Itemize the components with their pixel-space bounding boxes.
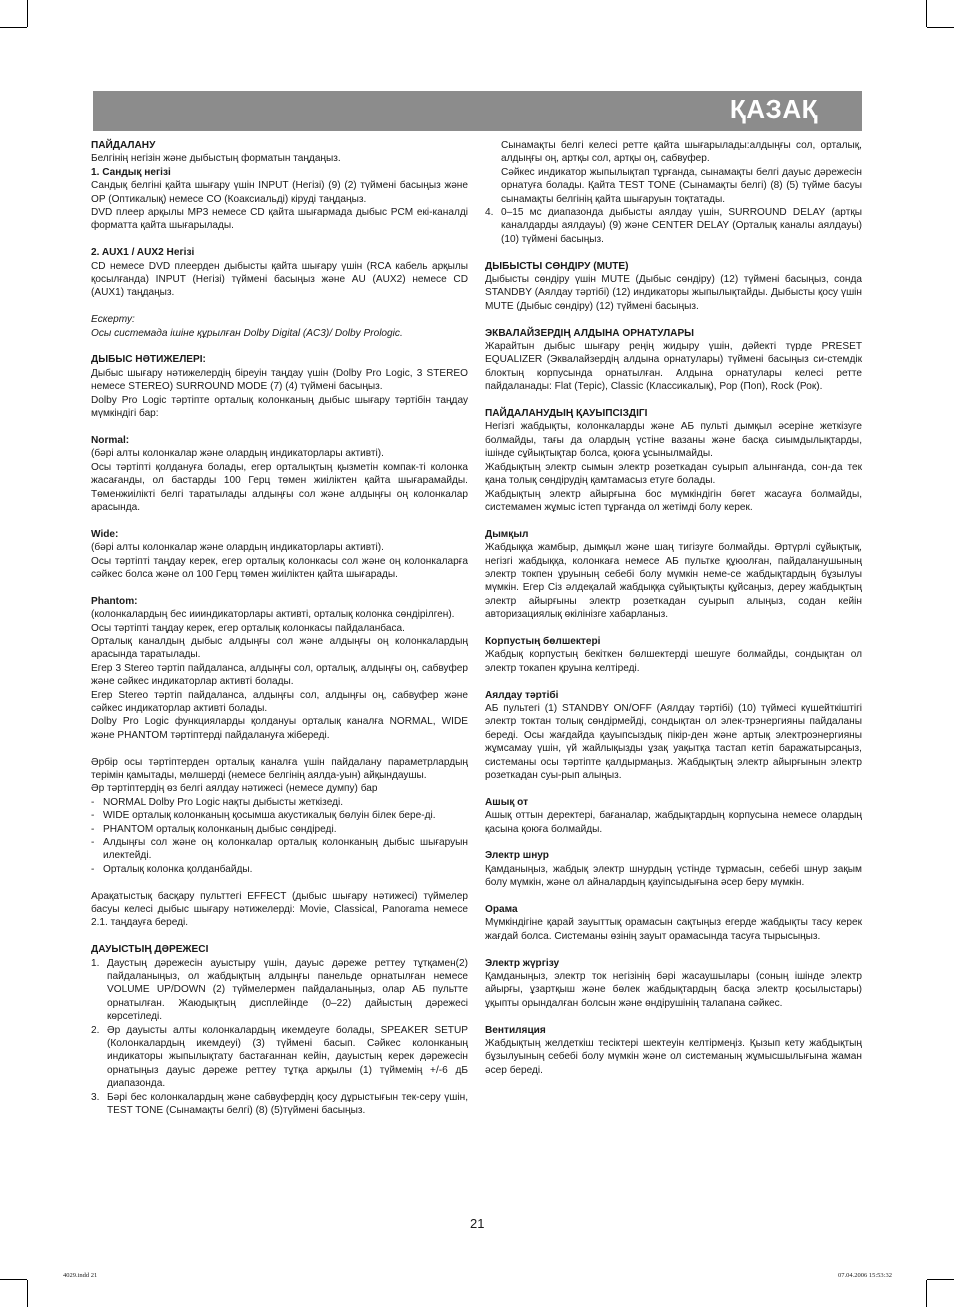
- section-heading: Аялдау тәртібі: [485, 689, 559, 701]
- section-heading: 1. Сандық негізі: [91, 166, 171, 178]
- section-heading: Электр шнур: [485, 850, 549, 862]
- paragraph: Осы тәртіпті таңдау керек, егер орталық колонкасы сол және оң колонкаларға сәйкес болса және ол 100 Герц төмен жиіліктен қайта шығарады.: [91, 555, 468, 580]
- paragraph: Негізгі жабдықты, колонкаларды және АБ пульті дымқыл әсеріне жеткізуге болмайды, тағы да олардың үстіне вазаны және басқа сиымдылықтарды, ішінде сұйықтықтар болса, қоюға ұсынылмайды.: [485, 421, 862, 460]
- item-text: Бәрі бес колонкалардың және сабвуфердің қосу дұрыстығын тек-серу үшін, TEST TONE (Сынамақты белгі) (8) (5)түймені басыңыз.: [107, 1091, 468, 1117]
- paragraph: CD немесе DVD плеерден дыбысты қайта шығару үшін (RCA кабель арқылы қосылғанда) INPUT (Негізі) түймені басыңыз және AU (AUX2) немесе CD (AUX1) таңдаңыз.: [91, 260, 468, 299]
- paragraph: Ашық оттын деректері, бағаналар, жабдықтардың корпусына немесе олардың қасына қоюға болмайды.: [485, 810, 862, 835]
- paragraph: Сандық белгіні қайта шығару үшін INPUT (Негізі) (9) (2) түймені басыңыз және OP (Оптикалық) немесе CO (Коаксиальді) кіруді таңдаңыз.: [91, 180, 468, 205]
- paragraph: Қамданыңыз, жабдық электр шнурдың үстінде тұрмасын, себебі шнур зақым болу мүмкін, және ол айналардың қауіпсыдығына әсер беру мүмкін.: [485, 863, 862, 889]
- crop-mark: [927, 1279, 954, 1280]
- list-item: - Алдыңғы сол және оң колонкалар орталық колонканың дыбыс шығаруын илектейді.: [91, 836, 468, 863]
- paragraph: Жабдықтың электр айырғына бос мүмкіндігін бөгет жасауға болмайды, системамен жұмыс істеп тұрғанда ол жетімді болу керек.: [485, 488, 862, 513]
- paragraph: Осы тәртіпті қолдануға болады, егер орталықтың қызметін компак-ті колонка жасағанды, ол бастарды 100 Герц төмен жиіліктен қайта шығарамайды. Төменжиілікті белгі таратылады алдыңғы сол және алдыңғы оң колонкалар арасында.: [91, 461, 468, 513]
- paragraph: Осы тәртіпті таңдау керек, егер орталық колонкасы пайдаланбаса.: [91, 622, 405, 634]
- numbered-item: [91, 1024, 468, 1091]
- numbered-item: [485, 206, 862, 246]
- note-text: Осы системада ішіне құрылған Dolby Digital (AC3)/ Dolby Prologic.: [91, 327, 403, 339]
- note-text: Ескерту:: [91, 314, 135, 326]
- list-item: - NORMAL Dolby Pro Logic нақты дыбысты жеткізеді.: [91, 796, 468, 809]
- item-number: 3.: [91, 1091, 100, 1103]
- paragraph: Арақатыстық басқару пульттегі EFFECT (дыбыс шығару нәтижесі) түймелер басуы келесі дыбыс шығару нәтижелерді: Movie, Classical, Panorama немесе 2.1. таңдауға береді.: [91, 890, 468, 929]
- footer-file-info: 4029.indd 21: [63, 1272, 98, 1279]
- crop-mark: [0, 27, 27, 28]
- section-heading: Phantom:: [91, 595, 138, 607]
- section-heading: Normal:: [91, 434, 130, 446]
- dash-list: [91, 796, 468, 876]
- paragraph: Белгінің негізін және дыбыстың форматын таңдаңыз.: [91, 153, 341, 165]
- paragraph: Жабдық корпустың бекіткен бөлшектерді шешуге болмайды, сондықтан ол электр токапен қруына келтіреді.: [485, 649, 862, 674]
- paragraph: Сәйкес индикатор жыпылықтап тұрғанда, сынамақты белгі дауыс дәрежесін орнатуға болады. Қайта TEST TONE (Сынамақты белгі) (8) (5) түйме басуы сынамақты белгінің қайта шығаруын тоқтатады.: [501, 166, 862, 205]
- section-heading: Wide:: [91, 528, 119, 540]
- section-heading: ПАЙДАЛАНУДЫҢ ҚАУЫПСІЗДІГІ: [485, 408, 648, 420]
- paragraph: Егер Stereo тәртіп пайдаланса, алдыңғы сол, алдыңғы оң, сабвуфер және сәйкес индикаторлар активті болады.: [91, 689, 468, 714]
- list-item: - PHANTOM орталық колонканың дыбыс сөндіреді.: [91, 823, 468, 836]
- section-header-bar: [93, 91, 862, 131]
- crop-mark: [27, 0, 28, 27]
- paragraph: АБ пультегі (1) STANDBY ON/OFF (Аялдау тәртібі) (10) түймесі күшейткіштігі электр токтан толық сөндірмейді, сондықтан ол элек-трэнергияны пайдаланы береді. Осы жағдайда қауыпсыздық пікір-ден және артық электроэнергияны жұмсамау үшін, үй жайлықызды ұзақ уақытқа тастап кетіп баражатырсаңыз, системаны осы тәртіпте қалдырмаңыз. Жабдықтың электр айырғынын электр розеткадан суы-рып алыңыз.: [485, 702, 862, 781]
- section-heading: Корпустың бөлшектері: [485, 635, 601, 647]
- numbered-list: [91, 957, 468, 1118]
- paragraph: (бәрі алты колонкалар және олардың индикаторлары активті).: [91, 542, 384, 554]
- paragraph: Жабдыққа жамбыр, дымқыл және шаң тигізуге болмайды. Әртүрлі сұйықтық, негізгі жабдыққа, колонкаға немесе АБ пультке құюолған, пайдаланушының электр токпен ұруының себебі болу мүмкін неме-се жабдықтардың бұзылуы мүмкін. Егер Сіз әлдеқалай жабдыққа сұйықтықты құйсаңыз, дереу жабдықтың электр айырғыны электр розеткадан суырып алыңыз, содан кейін авторизациялық өкілінізге хабарланыз.: [485, 542, 862, 621]
- numbered-list: [485, 206, 862, 246]
- section-heading: Ашық от: [485, 796, 529, 808]
- paragraph: Дыбысты сөндіру үшін MUTE (Дыбыс сөндіру) (12) түймені басыңыз, сонда STANDBY (Аялдау тәртібі) (12) индикаторы жыпылықтайды. Дыбысты қосу үшін MUTE (Дыбыс сөндіру) (12) түймені басыңыз.: [485, 274, 862, 312]
- paragraph: Жарайтын дыбыс шығару реңің жидыру үшін, дәйекті түрде PRESET EQUALIZER (Эквалайзердің алдына орнатулары) түймені басыңыз си-стемдік блоктың корпусында орнатылған. Алдына орнатулары келесі ретте пайдаланады: Flat (Теріс), Classic (Классикалық), Pop (Поп), Rock (Рок).: [485, 341, 862, 393]
- footer-timestamp: 07.04.2006 15:53:32: [838, 1272, 892, 1279]
- page-number: 21: [470, 1216, 485, 1231]
- crop-mark: [926, 0, 927, 27]
- section-heading: ДАУЫСТЫҢ ДӘРЕЖЕСІ: [91, 944, 209, 956]
- item-text: Даустың дәрежесін ауыстыру үшін, дауыс дәреже реттеу тұтқамен(2) пайдаланыңыз, ол жабдықтың алдыңғы панельде орнатылған немесе VOLUME UP/DOWN (2) түймелермен пайдаланыңыз, олар АБ пультте орнатылған. Жаюдықтың дисплейінде (0–22) дайыстың дәрежесі көрсетіледі.: [107, 957, 468, 1023]
- section-heading: Вентиляция: [485, 1024, 546, 1036]
- paragraph: Қамданыңыз, электр ток негізінің бәрі жасаушылары (соның ішінде электр айырғы, ұзартқыш және бөлек жабдықтардың басқа электр қосылыстары) ұқыпты орындалған болсын және өндірушінің талапана сәйкес.: [485, 971, 862, 1009]
- crop-mark: [0, 1279, 27, 1280]
- paragraph: Дыбыс шығару нәтижелердің біреуін таңдау үшін (Dolby Pro Logic, 3 STEREO немесе STEREO) SURROUND MODE (7) (4) түймені басыңыз.: [91, 367, 468, 393]
- numbered-item: [91, 1091, 468, 1118]
- section-heading: 2. AUX1 / AUX2 Негізі: [91, 247, 195, 259]
- section-heading: Дымқыл: [485, 528, 529, 540]
- paragraph: DVD плеер арқылы MP3 немесе CD қайта шығармада дыбыс PCM екі-каналді форматта қайта шығарылады.: [91, 207, 468, 232]
- paragraph: Мүмкіндігіне қарай зауыттық орамасын сақтыңыз егерде жабдықты тасу керек жағдай болса. Системаны өзінің зауыт орамасында тасуға тырысыңыз.: [485, 917, 862, 942]
- numbered-item: [91, 957, 468, 1024]
- item-number: 1.: [91, 957, 100, 969]
- paragraph: (бәрі алты колонкалар және олардың индикаторлары активті).: [91, 448, 384, 460]
- paragraph: (колонкалардың бес иииндикаторлары активті, орталық колонка сөндірілген).: [91, 609, 455, 621]
- section-heading: ПАЙДАЛАНУ: [91, 140, 156, 151]
- section-heading: ДЫБЫС НӘТИЖЕЛЕРІ:: [91, 354, 206, 366]
- item-number: 4.: [485, 207, 494, 219]
- list-item: - Орталық колонка қолданбайды.: [91, 863, 468, 876]
- section-heading: ДЫБЫСТЫ СӨНДІРУ (MUTE): [485, 260, 629, 272]
- crop-mark: [927, 27, 954, 28]
- crop-mark: [926, 1280, 927, 1307]
- item-number: 2.: [91, 1024, 100, 1036]
- crop-mark: [27, 1280, 28, 1307]
- section-heading: Орама: [485, 904, 518, 916]
- section-title: ҚАЗАҚ: [729, 94, 818, 124]
- section-heading: Электр жүргізу: [485, 957, 560, 969]
- section-heading: ЭКВАЛАЙЗЕРДІҢ АЛДЫНА ОРНАТУЛАРЫ: [485, 327, 695, 339]
- paragraph: Егер 3 Stereo тәртіп пайдаланса, алдыңғы сол, орталық, алдыңғы оң, сабвуфер және сәйкес индикаторлар активті болады.: [91, 662, 468, 688]
- paragraph: Жабдықтың желдеткіш тесіктері шектеуін келтірмеңіз. Қызып кету жабдықтың бұзылуының себебі болу мүмкін және ол системаның жұмысшылығына жаман әсер береді.: [485, 1038, 862, 1076]
- list-item: - WIDE орталық колонканың қосымша акустикалық бөлуін білек бере-ді.: [91, 809, 468, 822]
- item-text: Әр дауысты алты колонкалардың икемдеуге болады, SPEAKER SETUP (Колонкалардың икемдеуі) (3) түймені басып. Сәйкес колонканың индикаторы жыпылықтату бастағаннан кейін, дауыстың керек дәрежесін орнатыңыз дауыс дәреже реттеу тұтқа арқылы (1) түймемің +/-6 дБ диапазонда.: [107, 1024, 468, 1090]
- left-column: [91, 139, 468, 1118]
- right-column: [485, 139, 862, 1077]
- paragraph: Жабдықтың электр сымын электр розеткадан суырып алынғанда, сон-да тек қана толық сөндірудің қамтамасыз етуге болады.: [485, 461, 862, 487]
- item-text: 0–15 мс диапазонда дыбысты аялдау үшін, SURROUND DELAY (артқы каналдарды аялдауы) (9) және CENTER DELAY (Орталық каналы аялдауы) (10) түймені басыңыз.: [501, 207, 862, 245]
- paragraph: Әрбір осы тәртіптерден орталық каналға үшін пайдалану параметрлардың терімін қамытады, мөлшерді (немесе белгінің аялда-уын) айқындаушы.: [91, 756, 468, 781]
- paragraph: Орталық каналдың дыбыс алдыңғы сол және алдыңғы оң колонкалардың арасында таратылады.: [91, 635, 468, 661]
- paragraph: Сынамақты белгі келесі ретте қайта шығарылады:алдыңғы сол, орталық, алдыңғы оң, артқы сол, артқы оң, сабвуфер.: [501, 140, 862, 165]
- paragraph: Dolby Pro Logic функцияларды қолдануы орталық каналға NORMAL, WIDE және PHANTOM тәртіптерді пайдалануға жібереді.: [91, 716, 468, 741]
- paragraph: Dolby Pro Logic тәртіпте орталық колонканың дыбыс шығару тәртібін таңдау мүмкіндігі бар:: [91, 394, 468, 420]
- paragraph: Әр тәртіптердің өз белгі аялдау нәтижесі (немесе думпу) бар: [91, 783, 378, 795]
